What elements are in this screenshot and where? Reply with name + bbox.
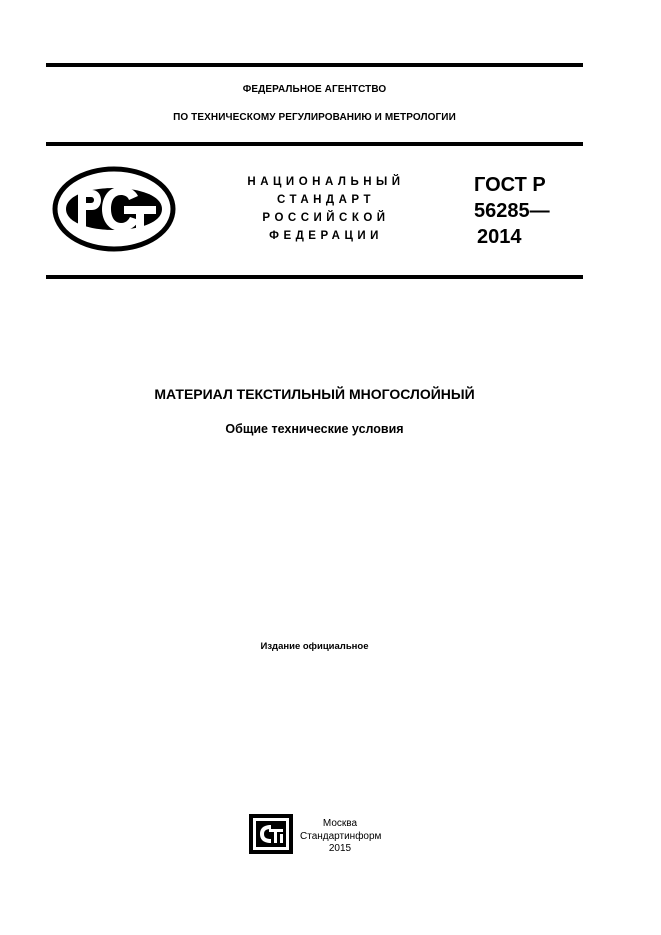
designation-number: 56285— (474, 200, 550, 222)
top-rule (46, 63, 583, 67)
publisher-city: Москва (322, 818, 358, 829)
document-title: МАТЕРИАЛ ТЕКСТИЛЬНЫЙ МНОГОСЛОЙНЫЙ (154, 386, 475, 402)
publisher-name: Стандартинформ (300, 830, 382, 842)
standard-line-1: НАЦИОНАЛЬНЫЙ (247, 176, 405, 188)
edition-label: Издание официальное (260, 641, 369, 652)
designation-year: 2014 (477, 226, 522, 248)
publisher-year: 2015 (328, 843, 352, 854)
emblem-rule (46, 275, 583, 279)
agency-line-2: ПО ТЕХНИЧЕСКОМУ РЕГУЛИРОВАНИЮ И МЕТРОЛОГИИ (173, 112, 456, 123)
agency-line-1: ФЕДЕРАЛЬНОЕ АГЕНТСТВО (242, 84, 387, 95)
national-standard-block (228, 173, 424, 245)
standard-line-4: ФЕДЕРАЦИИ (269, 230, 383, 242)
standard-line-3: РОССИЙСКОЙ (262, 212, 390, 224)
standartinform-icon (249, 814, 293, 859)
standard-designation (474, 172, 550, 250)
rst-emblem-icon (52, 166, 176, 257)
standard-line-2: СТАНДАРТ (277, 194, 375, 206)
designation-prefix: ГОСТ Р (474, 174, 546, 196)
document-subtitle: Общие технические условия (225, 422, 404, 436)
publisher-info (300, 818, 380, 856)
header-rule (46, 142, 583, 146)
